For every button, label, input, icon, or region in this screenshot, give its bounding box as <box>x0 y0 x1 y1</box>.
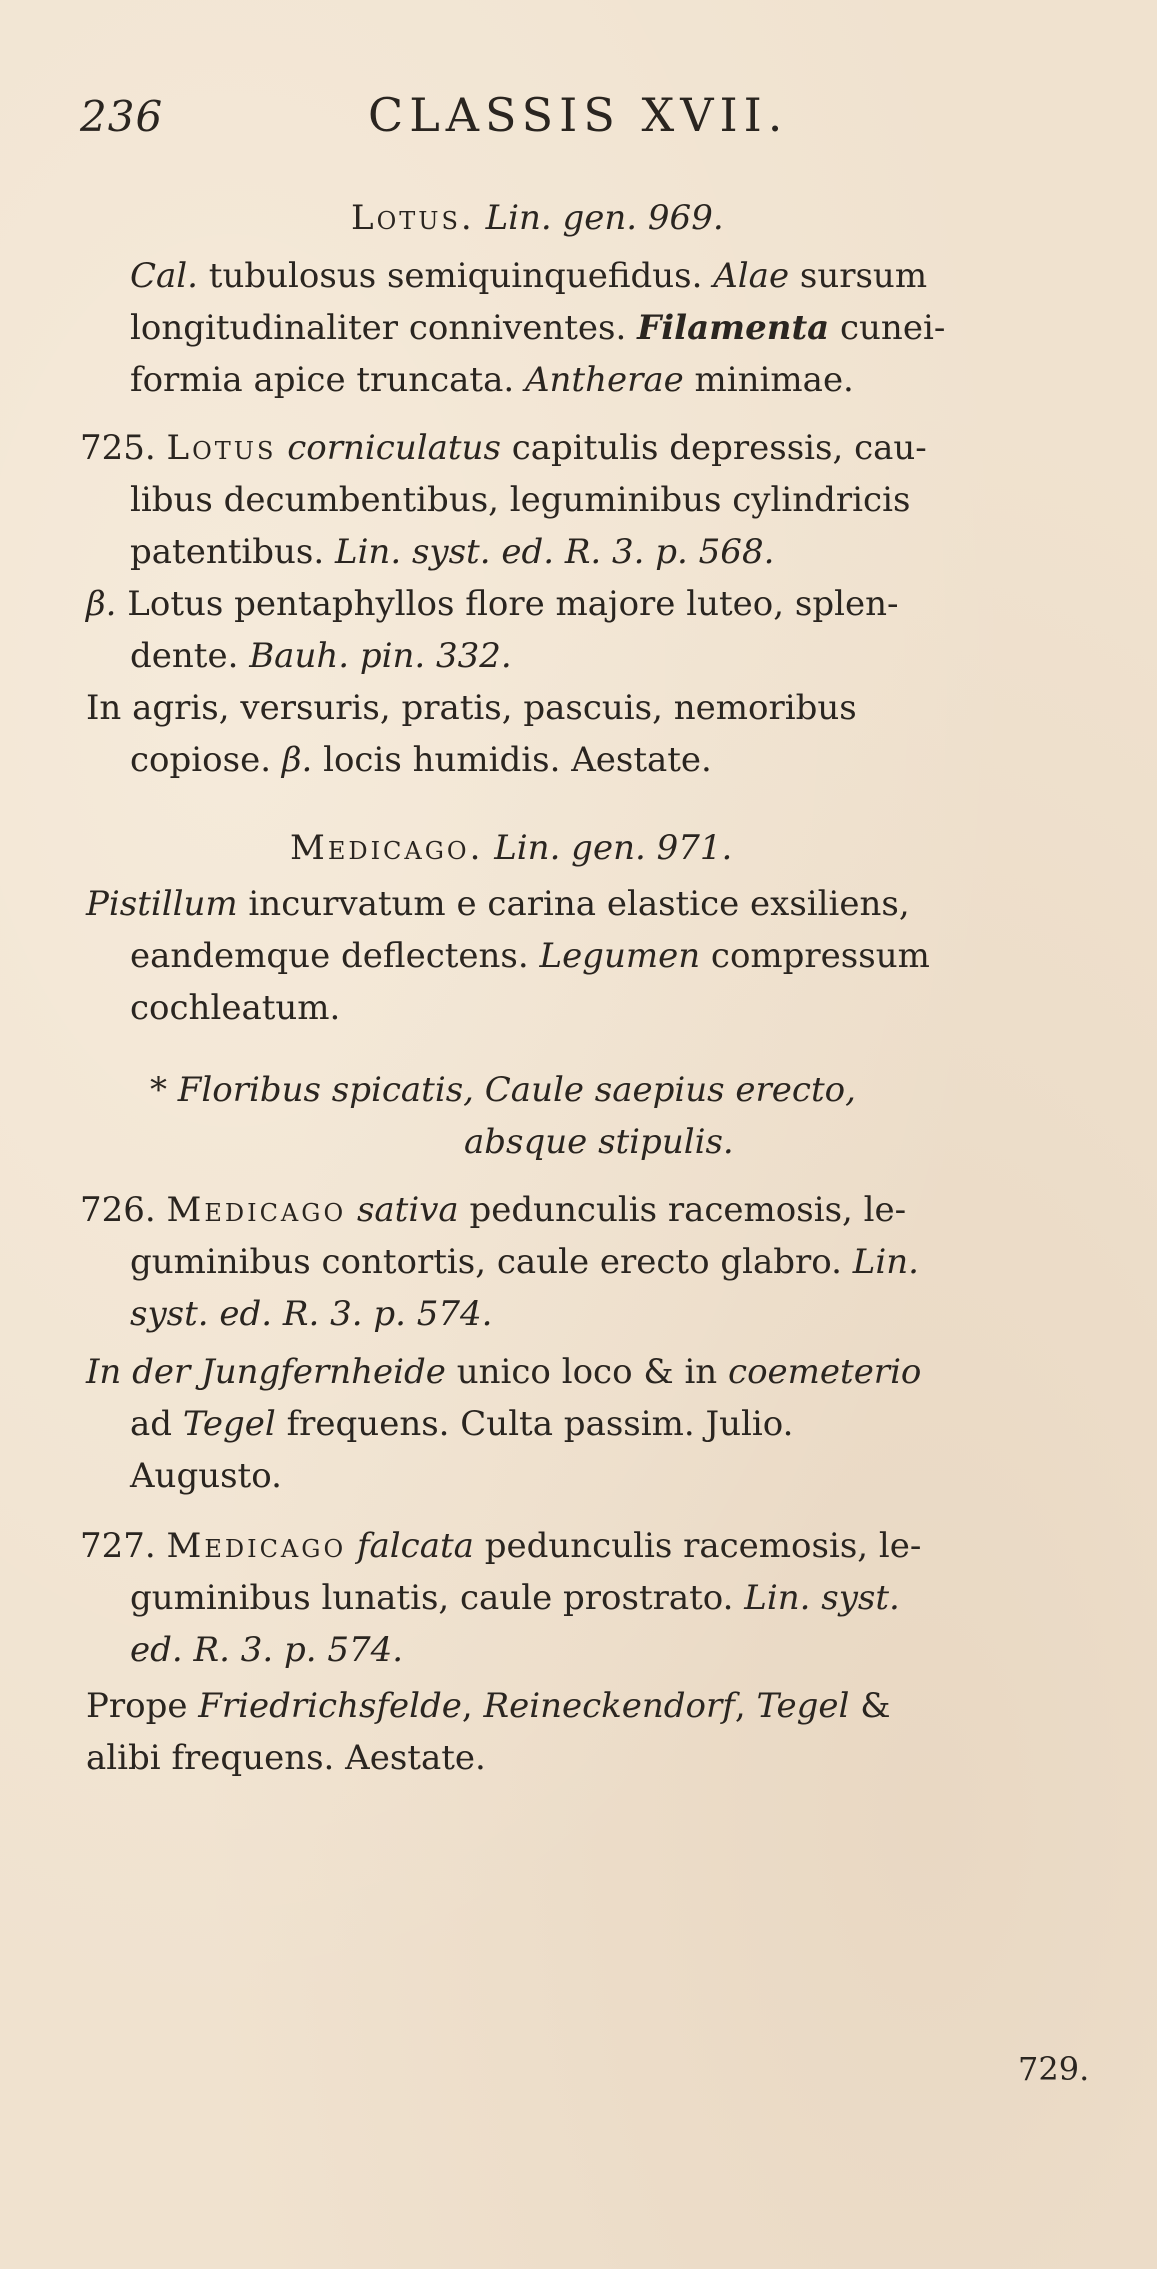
species-epithet: sativa <box>356 1190 459 1230</box>
genus-reference: Lin. gen. 969. <box>485 198 724 238</box>
species-genus: Lotus <box>166 428 277 468</box>
species-reference: syst. ed. R. 3. p. 574. <box>130 1294 493 1334</box>
genus-description-line: longitudinaliter conniventes. Filamenta cunei- <box>130 308 946 348</box>
genus-reference: Lin. gen. 971. <box>494 828 733 868</box>
species-genus: Medicago <box>166 1526 347 1566</box>
species-epithet: falcata <box>356 1526 474 1566</box>
species-entry-727: 727. Medicago falcata pedunculis racemosis, le- <box>80 1526 922 1566</box>
species-text-line: libus decumbentibus, leguminibus cylindricis <box>130 480 911 520</box>
habitat-line: ad Tegel frequens. Culta passim. Julio. <box>130 1404 794 1444</box>
genus-heading-lotus <box>351 198 724 238</box>
section-mark: * <box>150 1070 167 1110</box>
page-number: 236 <box>80 92 164 141</box>
species-number: 725. <box>80 428 156 468</box>
species-epithet: corniculatus <box>287 428 501 468</box>
section-heading: * Floribus spicatis, Caule saepius erecto, <box>150 1070 856 1110</box>
species-entry-726: 726. Medicago sativa pedunculis racemosis, le- <box>80 1190 907 1230</box>
habitat-line: alibi frequens. Aestate. <box>86 1738 486 1778</box>
genus-description-line: Cal. tubulosus semiquinquefidus. Alae sursum <box>130 256 928 296</box>
species-text-line: guminibus lunatis, caule prostrato. Lin. syst. <box>130 1578 900 1618</box>
habitat-line: copiose. β. locis humidis. Aestate. <box>130 740 712 780</box>
variety-line: β. Lotus pentaphyllos flore majore luteo, splen- <box>86 584 899 624</box>
running-head: CLASSIS XVII. <box>368 88 789 142</box>
species-number: 727. <box>80 1526 156 1566</box>
species-text-line: patentibus. Lin. syst. ed. R. 3. p. 568. <box>130 532 775 572</box>
habitat-line: In der Jungfernheide unico loco & in coemeterio <box>86 1352 922 1392</box>
habitat-line: In agris, versuris, pratis, pascuis, nemoribus <box>86 688 857 728</box>
species-genus: Medicago <box>166 1190 347 1230</box>
variety-line: dente. Bauh. pin. 332. <box>130 636 512 676</box>
habitat-line: Augusto. <box>130 1456 282 1496</box>
catchword: 729. <box>1018 2050 1090 2088</box>
species-reference: Lin. syst. ed. R. 3. p. 568. <box>334 532 775 572</box>
genus-name: Lotus. <box>351 198 475 238</box>
genus-description-line: Pistillum incurvatum e carina elastice exsiliens, <box>86 884 910 924</box>
species-text-line <box>130 1630 403 1670</box>
species-reference: ed. R. 3. p. 574. <box>130 1630 404 1670</box>
habitat-line: Prope Friedrichsfelde, Reineckendorf, Tegel & <box>86 1686 891 1726</box>
genus-heading-medicago <box>290 828 732 868</box>
variety-reference: Bauh. pin. 332. <box>249 636 512 676</box>
genus-description-line: eandemque deflectens. Legumen compressum <box>130 936 930 976</box>
species-text-line: guminibus contortis, caule erecto glabro. Lin. <box>130 1242 919 1282</box>
genus-description-line: formia apice truncata. Antherae minimae. <box>130 360 854 400</box>
species-entry-725: 725. Lotus corniculatus capitulis depressis, cau- <box>80 428 927 468</box>
species-text-line <box>130 1294 492 1334</box>
species-number: 726. <box>80 1190 156 1230</box>
genus-description-line: cochleatum. <box>130 988 341 1028</box>
variety-mark: β. <box>86 584 117 624</box>
genus-name: Medicago. <box>290 828 484 868</box>
section-heading: absque stipulis. <box>464 1122 734 1162</box>
